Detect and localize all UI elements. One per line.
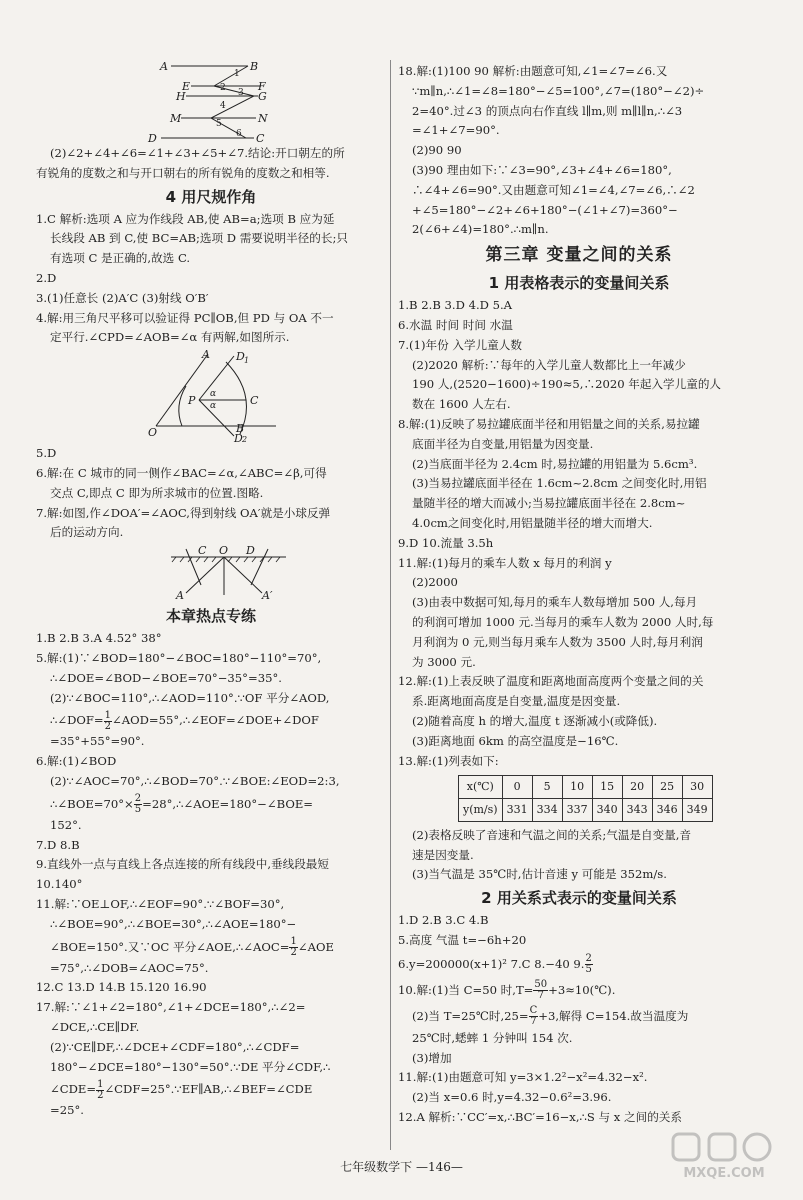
text-line: [36, 1077, 386, 1101]
text-line: =25°.: [50, 1103, 84, 1118]
table-cell: 340: [592, 799, 622, 822]
watermark-logo: [669, 1130, 779, 1182]
text-line: 11.解:(1)每月的乘车人数 x 每月的利润 y: [398, 555, 612, 570]
table-row: [459, 776, 713, 799]
text-line: (2)当 x=0.6 时,y=4.32−0.6²=3.96.: [412, 1090, 612, 1105]
table-cell: 30: [682, 776, 712, 799]
table-cell: 346: [652, 799, 682, 822]
text-segment: ∠CDE=: [50, 1082, 97, 1097]
fig1-label-m: M: [170, 112, 182, 125]
text-line: 6.解:在 C 城市的同一侧作∠BAC=∠α,∠ABC=∠β,可得: [36, 465, 327, 480]
section-title-4: 4 用尺规作角: [165, 187, 257, 206]
text-line: 长线段 AB 到 C,使 BC=AB;选项 D 需要说明半径的长;只: [50, 231, 348, 246]
sound-speed-table: [458, 775, 713, 822]
text-line: (2)表格反映了音速和气温之间的关系;气温是自变量,音: [412, 827, 692, 842]
fraction-denominator: 5: [585, 964, 592, 976]
text-line: [36, 792, 386, 816]
hot-topics-title: 本章热点专练: [165, 607, 256, 626]
text-line: 2=40°.过∠3 的顶点向右作直线 l∥m,则 m∥l∥n,∴∠3: [412, 103, 683, 118]
fig1-angle-2: 2: [220, 83, 226, 93]
fig2-sub-1: 1: [244, 356, 250, 366]
text-line: (2)∵CE∥DF,∴∠DCE+∠CDF=180°,∴∠CDF=: [50, 1039, 300, 1054]
fig1-angle-1: 1: [234, 69, 240, 79]
text-line: (3)当气温是 35℃时,估计音速 y 可能是 352m/s.: [412, 867, 667, 882]
fraction: [529, 1006, 539, 1027]
text-line: 18.解:(1)100 90 解析:由题意可知,∠1=∠7=∠6.又: [398, 64, 668, 78]
table-cell: 5: [532, 776, 562, 799]
fraction-denominator: 2: [290, 947, 297, 959]
text-line: 12.解:(1)上表反映了温度和距离地面高度两个变量之间的关: [398, 674, 704, 689]
ball-rebound-figure: [36, 545, 386, 601]
text-segment: +3≈10(℃).: [548, 982, 616, 997]
fig3-label-d: D: [246, 545, 255, 558]
text-line: =35°+55°=90°.: [50, 734, 145, 749]
text-line: 速是因变量.: [412, 847, 474, 862]
table-cell: 0: [502, 776, 532, 799]
text-line: [36, 708, 386, 732]
text-line: (2)2020 解析:∵每年的入学儿童人数都比上一年减少: [412, 357, 686, 372]
fig2-label-d2: D: [234, 432, 243, 443]
text-line: 月利润为 0 元,则当每月乘车人数为 3500 人时,每月利润: [412, 634, 703, 649]
text-line: 13.解:(1)列表如下:: [398, 753, 499, 768]
text-line: 定平行.∠CPD=∠AOB=∠α 有两解,如图所示.: [50, 330, 290, 345]
text-line: 5.D: [36, 446, 57, 461]
table-cell: 343: [622, 799, 652, 822]
column-divider: [390, 60, 391, 1150]
fraction: [585, 954, 593, 975]
page-footer: 七年级数学下 —146—: [340, 1160, 463, 1174]
fig2-label-d1: D: [236, 350, 245, 364]
text-segment: +3,解得 C=154.故当温度为: [538, 1008, 689, 1023]
fig1-angle-3: 3: [238, 88, 244, 98]
right-column: [398, 62, 760, 1128]
text-line: (2)90 90: [412, 143, 462, 158]
fig2-label-b: B: [236, 422, 245, 436]
table-cell: 337: [562, 799, 592, 822]
fraction-denominator: 2: [104, 720, 112, 732]
text-line: (2)当底面半径为 2.4cm 时,易拉罐的用铝量为 5.6cm³.: [412, 456, 698, 471]
text-line: 2.D: [36, 270, 57, 285]
text-line: ∴∠BOE=90°,∴∠BOE=30°,∴∠AOE=180°−: [50, 916, 297, 931]
fig2-label-p: P: [188, 394, 196, 408]
text-line: 6.解:(1)∠BOD: [36, 754, 117, 769]
section-title-1: 1 用表格表示的变量间关系: [488, 274, 670, 293]
fig3-label-c: C: [198, 545, 207, 558]
fraction: [104, 711, 112, 732]
text-line: =75°,∴∠DOB=∠AOC=75°.: [50, 960, 209, 975]
fraction-numerator: 1: [104, 709, 112, 721]
watermark-text: MXQE.COM: [683, 1166, 765, 1181]
text-line: +∠5=180°−∠2+∠6+180°−(∠1+∠7)=360°−: [412, 202, 678, 217]
fig1-label-d: D: [148, 132, 157, 142]
text-segment: (2)当 T=25℃时,25=: [412, 1008, 529, 1023]
table-cell: x(℃): [459, 776, 503, 799]
fig2-label-a: A: [202, 350, 210, 362]
text-line: 有选项 C 是正确的,故选 C.: [50, 251, 191, 266]
text-line: 1.C 解析:选项 A 应为作线段 AB,使 AB=a;选项 B 应为延: [36, 211, 335, 226]
text-line: 底面半径为自变量,用铝量为因变量.: [412, 436, 594, 451]
fig1-label-f: F: [258, 80, 266, 93]
table-row: [459, 799, 713, 822]
chapter-title: 第三章 变量之间的关系: [485, 245, 673, 266]
text-line: 1.B 2.B 3.A 4.52° 38°: [36, 631, 162, 646]
text-line: 1.D 2.B 3.C 4.B: [398, 913, 489, 928]
fraction-numerator: 1: [97, 1078, 104, 1090]
text-line: 交点 C,即点 C 即为所求城市的位置.图略.: [50, 485, 264, 500]
text-line: =∠1+∠7=90°.: [412, 123, 500, 138]
text-line: 152°.: [50, 817, 82, 832]
text-line: 5.解:(1)∵∠BOD=180°−∠BOC=180°−110°=70°,: [36, 650, 322, 665]
text-line: ∴∠4+∠6=90°.又由题意可知∠1=∠4,∠7=∠6,∴∠2: [412, 182, 695, 197]
fig1-label-n: N: [258, 112, 268, 125]
text-segment: 10.解:(1)当 C=50 时,T=: [398, 982, 534, 997]
fig2-label-o: O: [148, 426, 158, 440]
text-line: (2)∵∠AOC=70°,∴∠BOD=70°.∵∠BOE:∠EOD=2:3,: [50, 773, 340, 788]
text-segment: 6.y=200000(x+1)² 7.C 8.−40 9.: [398, 956, 585, 971]
text-line: 17.解:∵∠1+∠2=180°,∠1+∠DCE=180°,∴∠2=: [36, 1000, 306, 1015]
fig2-alpha-upper: α: [210, 389, 217, 400]
text-segment: ∠AOD=55°,∴∠EOF=∠DOE+∠DOF: [112, 713, 319, 728]
table-cell: 349: [682, 799, 712, 822]
table-cell: 331: [502, 799, 532, 822]
text-line: 8.解:(1)反映了易拉罐底面半径和用铝量之间的关系,易拉罐: [398, 416, 700, 431]
fraction-denominator: 2: [97, 1089, 104, 1101]
fig1-angle-5: 5: [216, 119, 222, 129]
table-cell: 15: [592, 776, 622, 799]
table-cell: 10: [562, 776, 592, 799]
text-line: (3)由表中数据可知,每月的乘车人数每增加 500 人,每月: [412, 595, 698, 610]
text-line: 190 人,(2520−1600)÷190≈5,∴2020 年起入学儿童的人: [412, 377, 722, 392]
text-line: 1.B 2.B 3.D 4.D 5.A: [398, 298, 513, 313]
text-line: 12.A 解析:∵CC′=x,∴BC′=16−x,∴S 与 x 之间的关系: [398, 1110, 682, 1125]
text-line: 12.C 13.D 14.B 15.120 16.90: [36, 980, 207, 995]
text-line: ∴∠DOE=∠BOD−∠BOE=70°−35°=35°.: [50, 670, 282, 685]
text-line: 11.解:∵OE⊥OF,∴∠EOF=90°.∵∠BOF=30°,: [36, 896, 285, 911]
fraction-numerator: 50: [534, 979, 548, 991]
fig2-label-c: C: [250, 394, 259, 408]
text-line: 为 3000 元.: [412, 654, 476, 669]
text-line: (2)∵∠BOC=110°,∴∠AOD=110°.∵OF 平分∠AOD,: [50, 690, 330, 705]
text-segment: ∴∠DOF=: [50, 713, 104, 728]
fig1-label-h: H: [176, 90, 186, 103]
fraction-numerator: 2: [585, 953, 592, 965]
text-line: 10.140°: [36, 877, 83, 892]
fraction-numerator: 1: [290, 936, 297, 948]
fig1-label-c: C: [256, 132, 265, 142]
text-line: [398, 951, 760, 977]
text-line: 量随半径的增大而减小;当易拉罐底面半径在 2.8cm~: [412, 496, 686, 511]
text-line: (3)增加: [412, 1050, 452, 1065]
text-line: ∠DCE,∴CE∥DF.: [50, 1019, 140, 1034]
text-line: 7.D 8.B: [36, 837, 80, 852]
fig2-sub-2: 2: [242, 435, 248, 443]
text-line: (2)随着高度 h 的增大,温度 t 逐渐减小(或降低).: [412, 713, 658, 728]
text-line: 5.高度 气温 t=−6h+20: [398, 933, 527, 948]
text-line: (3)当易拉罐底面半径在 1.6cm~2.8cm 之间变化时,用铝: [412, 476, 707, 491]
text-segment: ∠CDF=25°.∵EF∥AB,∴∠BEF=∠CDE: [104, 1082, 313, 1097]
text-segment: ∠AOE: [297, 939, 334, 954]
section-title-2: 2 用关系式表示的变量间关系: [481, 889, 677, 908]
fig1-angle-6: 6: [236, 129, 242, 139]
fig1-angle-4: 4: [220, 101, 226, 111]
left-column: [36, 62, 386, 1121]
text-line: 的利润可增加 1000 元.当每月的乘车人数为 2000 人时,每: [412, 614, 714, 629]
table-cell: 334: [532, 799, 562, 822]
text-line: (3)距离地面 6km 的高空温度是−16℃.: [412, 733, 619, 748]
fig1-label-b: B: [250, 60, 259, 73]
text-line: [398, 977, 760, 1003]
text-line: 数在 1600 人左右.: [412, 397, 511, 412]
fraction: [289, 937, 297, 958]
text-line: 4.0cm之间变化时,用铝量随半径的增大而增大.: [412, 515, 653, 530]
text-line: 3.(1)任意长 (2)A′C (3)射线 O′B′: [36, 290, 209, 305]
text-segment: =28°,∴∠AOE=180°−∠BOE=: [142, 796, 314, 811]
fig2-alpha-lower: α: [210, 401, 217, 412]
text-line: (3)90 理由如下:∵∠3=90°,∠3+∠4+∠6=180°,: [412, 162, 672, 177]
text-line: 6.水温 时间 时间 水温: [398, 317, 513, 332]
fig3-label-o: O: [219, 545, 229, 558]
table-cell: 25: [652, 776, 682, 799]
table-cell: y(m/s): [459, 799, 503, 822]
text-segment: ∠BOE=150°.又∵OC 平分∠AOE,∴∠AOC=: [50, 939, 290, 954]
text-line: 后的运动方向.: [50, 525, 124, 540]
fig1-label-e: E: [182, 80, 191, 93]
text-line: 11.解:(1)由题意可知 y=3×1.2²−x²=4.32−x².: [398, 1070, 648, 1085]
table-cell: 20: [622, 776, 652, 799]
text-line: 系.距离地面高度是自变量,温度是因变量.: [412, 694, 621, 709]
fraction-denominator: 7: [537, 990, 544, 1002]
text-line: (2)2000: [412, 575, 458, 590]
fig1-label-g: G: [258, 90, 267, 103]
text-line: 有锐角的度数之和与开口朝右的所有锐角的度数之和相等.: [36, 165, 330, 180]
fig3-label-a: A: [176, 589, 184, 602]
text-segment: ∴∠BOE=70°×: [50, 796, 134, 811]
text-line: 180°−∠DCE=180°−130°=50°.∵DE 平分∠CDF,∴: [50, 1059, 331, 1074]
fraction-denominator: 5: [134, 804, 142, 816]
text-line: 9.直线外一点与直线上各点连接的所有线段中,垂线段最短: [36, 857, 329, 872]
text-line: [398, 1003, 760, 1029]
text-line: 9.D 10.流量 3.5h: [398, 535, 494, 550]
angle-construction-figure: [36, 350, 386, 442]
text-line: 25℃时,蟋蟀 1 分钟叫 154 次.: [412, 1030, 573, 1045]
text-line: [36, 935, 386, 959]
text-line: 4.解:用三角尺平移可以验证得 PC∥OB,但 PD 与 OA 不一: [36, 310, 334, 325]
fraction: [533, 980, 548, 1001]
text-line: ∵m∥n,∴∠1=∠8=180°−∠5=100°,∠7=(180°−∠2)÷: [412, 83, 705, 98]
fig3-label-a-prime: A′: [262, 589, 273, 602]
fraction: [134, 794, 142, 815]
fraction-denominator: 7: [530, 1016, 537, 1028]
fraction-numerator: 2: [134, 793, 142, 805]
text-line: 7.(1)年份 入学儿童人数: [398, 337, 522, 352]
text-line: 7.解:如图,作∠DOA′=∠AOC,得到射线 OA′就是小球反弹: [36, 505, 331, 520]
fig1-label-a: A: [160, 60, 168, 73]
text-line: (2)∠2+∠4+∠6=∠1+∠3+∠5+∠7.结论:开口朝左的所: [50, 146, 345, 160]
zigzag-figure: [36, 60, 386, 142]
fraction-numerator: C: [529, 1005, 538, 1017]
text-line: 2(∠6+∠4)=180°.∴m∥n.: [412, 222, 549, 237]
